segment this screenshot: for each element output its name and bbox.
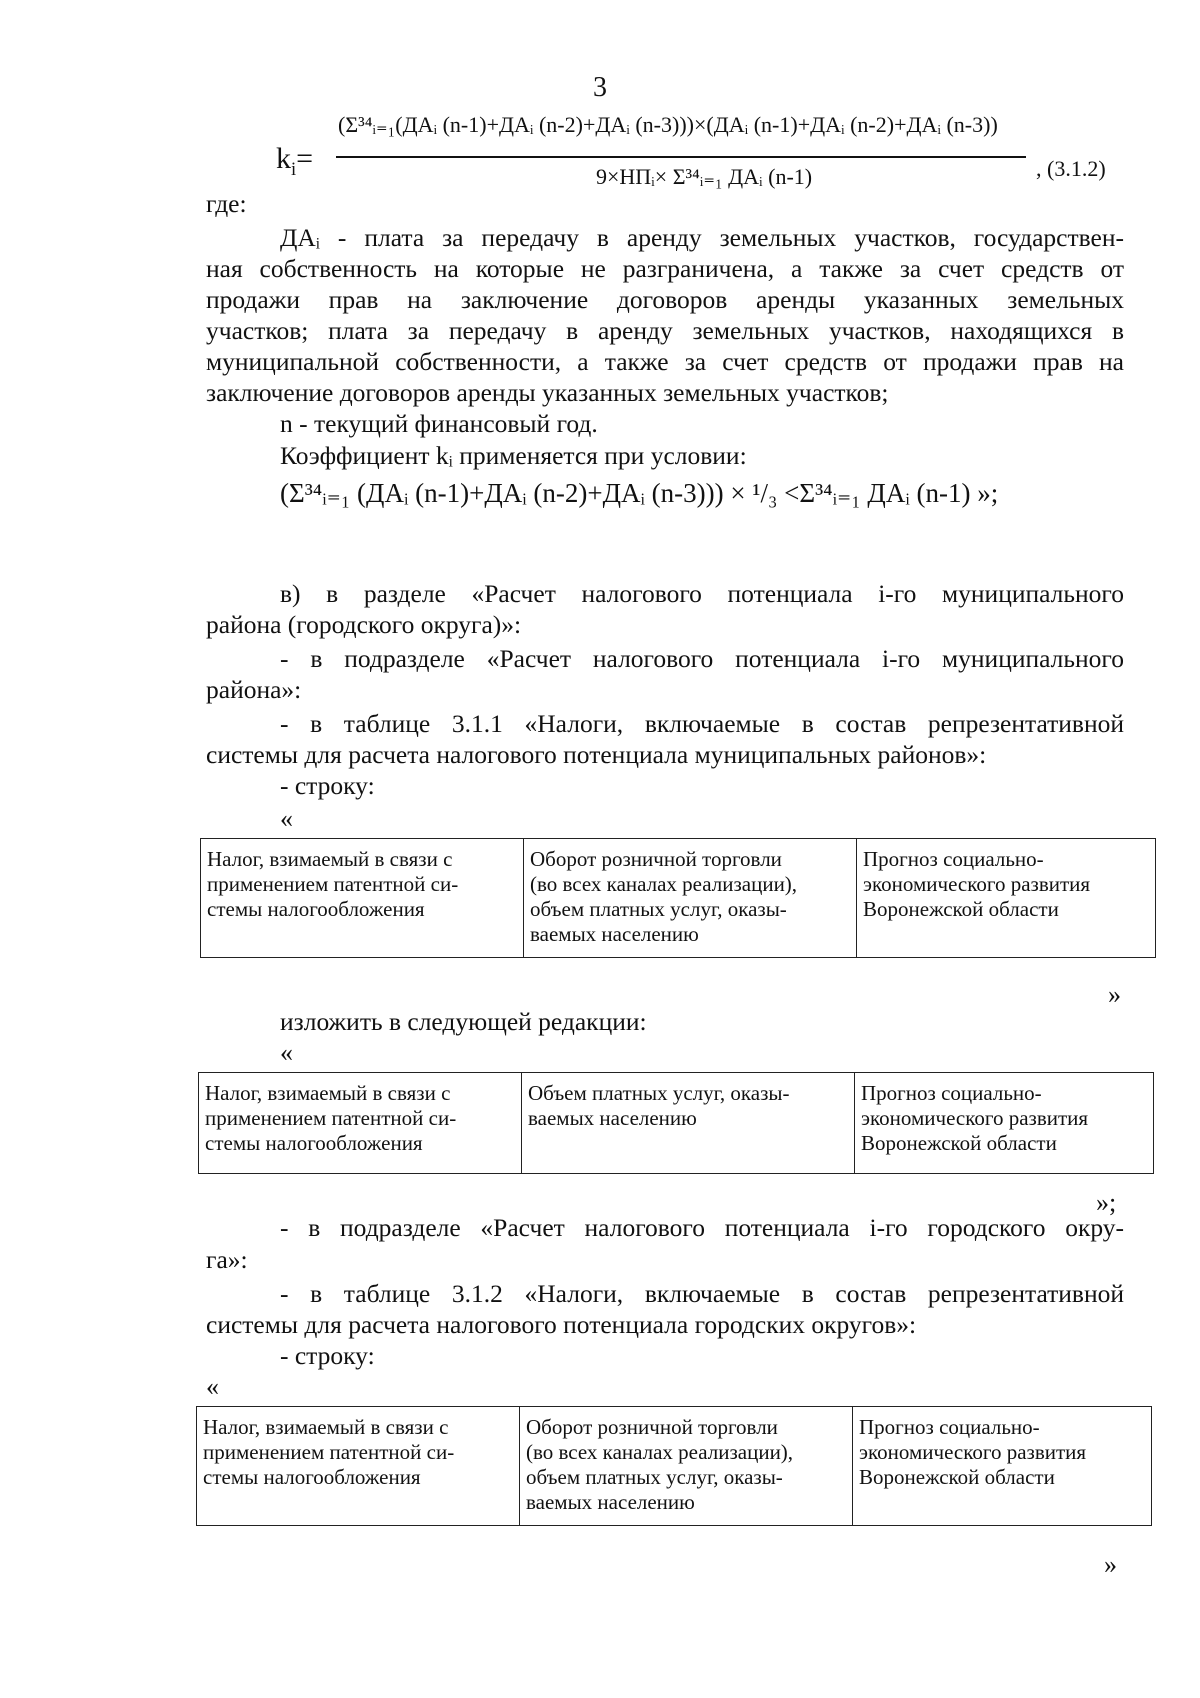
sub1-line-1: - в подразделе «Расчет налогового потенциала i-го муниципального [280,644,1124,673]
table-cell-source: Прогноз социально- экономического развития Воронежской области [853,1407,1152,1526]
table-row [201,839,1156,958]
da-line-2: ная собственность на которые не разграничена, а также за счет средств от [206,254,1124,283]
open-quote-1: « [280,804,293,833]
para-v-line-1: в) в разделе «Расчет налогового потенциала i-го муниципального [280,579,1124,608]
close-quote-3: » [1104,1550,1117,1579]
formula-numerator: (Σ³⁴ᵢ₌₁(ДАᵢ (n-1)+ДАᵢ (n-2)+ДАᵢ (n-3)))×(ДАᵢ (n-1)+ДАᵢ (n-2)+ДАᵢ (n-3)) [338,112,998,137]
table-cell-base: Оборот розничной торговли (во всех каналах реализации), объем платных услуг, оказы- ваемых населению [524,839,857,958]
close-quote-1: » [1108,980,1121,1009]
fraction-bar [336,156,1026,158]
condition-formula: (Σ³⁴ᵢ₌₁ (ДАᵢ (n-1)+ДАᵢ (n-2)+ДАᵢ (n-3))) × ¹/₃ <Σ³⁴ᵢ₌₁ ДАᵢ (n-1) »; [280,478,999,508]
n-definition: n - текущий финансовый год. [280,409,598,438]
open-quote-2: « [280,1038,293,1067]
close-quote-semicolon: »; [1096,1188,1117,1217]
da-line-3: продажи прав на заключение договоров аренды указанных земельных [206,285,1124,314]
table-row [199,1073,1154,1174]
da-line-5: муниципальной собственности, а также за счет средств от продажи прав на [206,347,1124,376]
row-label: - строку: [280,771,375,800]
sub2-line-2: га»: [206,1245,248,1274]
sub2-line-1: - в подразделе «Расчет налогового потенциала i-го городского окру- [280,1213,1124,1242]
da-line-1: ДАᵢ - плата за передачу в аренду земельных участков, государствен- [280,223,1124,252]
table-cell-tax: Налог, взимаемый в связи с применением патентной си- стемы налогообложения [201,839,524,958]
page-number: 3 [593,72,607,103]
table-cell-source: Прогноз социально- экономического развития Воронежской области [857,839,1156,958]
table1-intro-line-1: - в таблице 3.1.1 «Налоги, включаемые в состав репрезентативной [280,709,1124,738]
table-old-row-1 [200,838,1156,958]
table-cell-base: Объем платных услуг, оказы- ваемых населению [522,1073,855,1174]
table1-intro-line-2: системы для расчета налогового потенциала муниципальных районов»: [206,740,987,769]
table-cell-tax: Налог, взимаемый в связи с применением патентной си- стемы налогообложения [197,1407,520,1526]
equation-number: , (3.1.2) [1036,156,1106,181]
table-cell-base: Оборот розничной торговли (во всех каналах реализации), объем платных услуг, оказы- ваемых населению [520,1407,853,1526]
table-old-row-2 [196,1406,1152,1526]
table2-intro-line-1: - в таблице 3.1.2 «Налоги, включаемые в состав репрезентативной [280,1279,1124,1308]
formula-denominator: 9×НПᵢ× Σ³⁴ᵢ₌₁ ДАᵢ (n-1) [596,164,813,189]
replace-text: изложить в следующей редакции: [280,1007,647,1036]
where-label: где: [206,189,247,218]
para-v-line-2: района (городского округа)»: [206,610,522,639]
table2-intro-line-2: системы для расчета налогового потенциала городских округов»: [206,1310,917,1339]
open-quote-3: « [206,1372,219,1401]
row-label-2: - строку: [280,1341,375,1370]
formula-lhs: $k_i=$ [276,142,314,180]
table-cell-tax: Налог, взимаемый в связи с применением патентной си- стемы налогообложения [199,1073,522,1174]
formula-3-1-2 [276,112,1136,202]
da-line-6: заключение договоров аренды указанных земельных участков; [206,378,889,407]
table-row [197,1407,1152,1526]
sub1-line-2: района»: [206,675,302,704]
coefficient-condition-label: Коэффициент kᵢ применяется при условии: [280,441,747,470]
table-cell-source: Прогноз социально- экономического развития Воронежской области [855,1073,1154,1174]
table-new-row-1 [198,1072,1154,1174]
da-line-4: участков; плата за передачу в аренду земельных участков, находящихся в [206,316,1124,345]
